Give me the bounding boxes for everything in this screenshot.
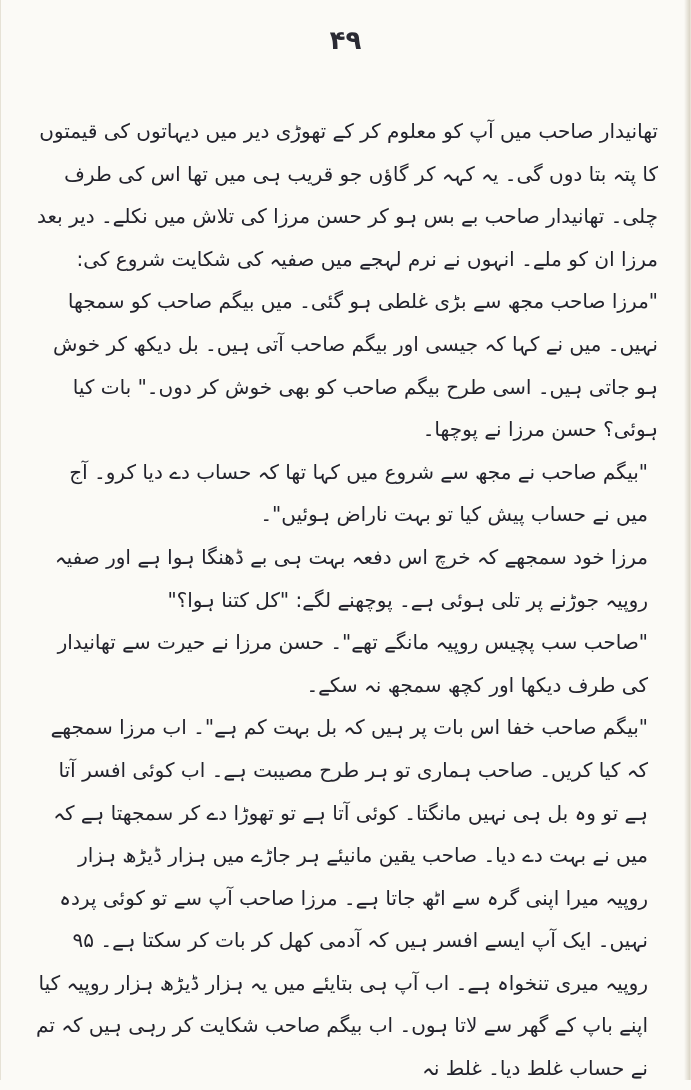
paragraph: تھانیدار صاحب میں آپ کو معلوم کر کے تھوڑی دیر میں دیہاتوں کی قیمتوں کا پتہ بتا دوں گی۔ یہ کہہ کر گاؤں جو قریب ہی میں تھا اس کی طرف چلی۔ تھانیدار صاحب بے بس ہو کر حسن مرزا کی تلاش میں نکلے۔ دیر بعد مرزا ان کو ملے۔ انہوں نے نرم لہجے میں صفیہ کی شکایت شروع کی: "مرزا صاحب مجھ سے بڑی غلطی ہو گئی۔ میں بیگم صاحب کو سمجھا نہیں۔ میں نے کہا کہ جیسی اور بیگم صاحب آتی ہیں۔ بل دیکھ کر خوش ہو جاتی ہیں۔ اسی طرح بیگم صاحب کو بھی خوش کر دوں۔" بات کیا ہوئی؟ حسن مرزا نے پوچھا۔ (37, 119, 658, 442)
paragraph: "بیگم صاحب نے مجھ سے شروع میں کہا تھا کہ حساب دے دیا کرو۔ آج میں نے حساب پیش کیا تو بہت ناراض ہوئیں"۔ (69, 459, 648, 527)
page-number: ۴۹ (329, 26, 362, 56)
paragraph: "صاحب سب پچیس روپیہ مانگے تھے"۔ حسن مرزا نے حیرت سے تھانیدار کی طرف دیکھا اور کچھ سمجھ نہ سکے۔ (57, 630, 648, 697)
handwritten-text-block (33, 110, 658, 1090)
paragraph: مرزا خود سمجھے کہ خرچ اس دفعہ بہت ہی بے ڈھنگا ہوا ہے اور صفیہ روپیہ جوڑنے پر تلی ہوئی ہے۔ پوچھنے لگے: "کل کتنا ہوا؟" (54, 544, 648, 612)
paragraph: "بیگم صاحب خفا اس بات پر ہیں کہ بل بہت کم ہے"۔ اب مرزا سمجھے کہ کیا کریں۔ صاحب ہماری تو ہر طرح مصیبت ہے۔ اب کوئی افسر آتا ہے تو وہ بل ہی نہیں مانگتا۔ کوئی آتا ہے تو تھوڑا دے کر سمجھتا ہے کہ میں نے بہت دے دیا۔ صاحب یقین مانیئے ہر جاڑے میں ہزار ڈیڑھ ہزار روپیہ میرا اپنی گرہ سے اٹھ جاتا ہے۔ مرزا صاحب آپ سے تو کوئی پردہ نہیں۔ ایک آپ ایسے افسر ہیں کہ آدمی کھل کر بات کر سکتا ہے۔ ۹۵ روپیہ میری تنخواہ ہے۔ اب آپ ہی بتایئے میں یہ ہزار ڈیڑھ ہزار روپیہ کیا اپنے باپ کے گھر سے لاتا ہوں۔ اب بیگم صاحب شکایت کر رہی ہیں کہ تم نے حساب غلط دیا۔ غلط نہ (36, 715, 648, 1081)
page-edge-shadow (684, 0, 690, 1080)
